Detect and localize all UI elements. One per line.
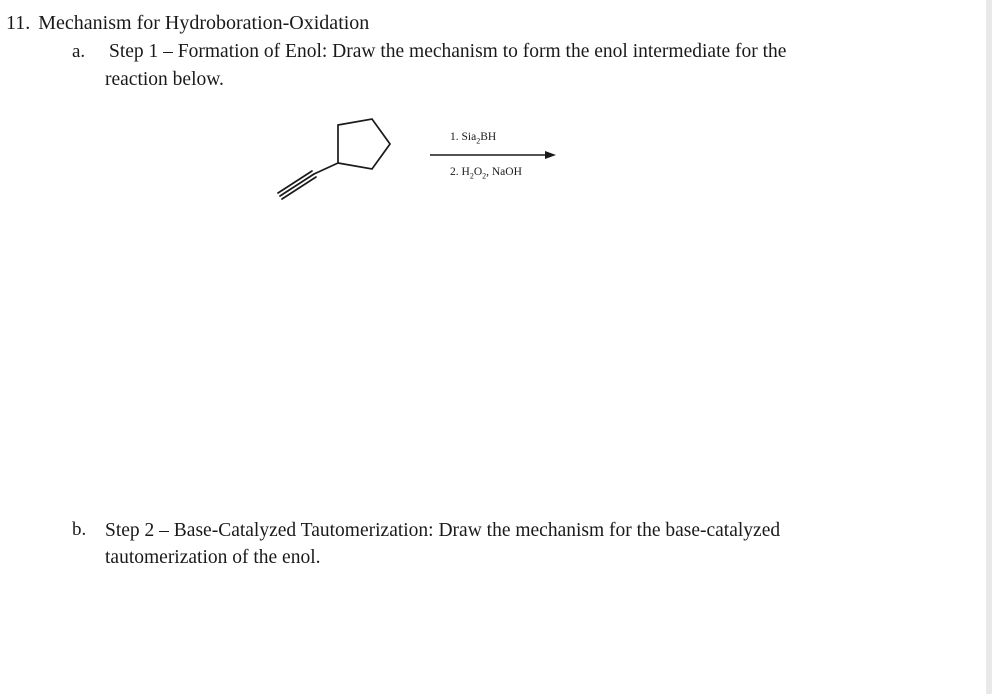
part-a-line-2: reaction below. (105, 69, 224, 90)
part-b-line-2: tautomerization of the enol. (105, 547, 321, 568)
reagent-step-2: 2. $H_2O_2$, NaOH (450, 166, 522, 181)
page-right-edge (986, 0, 992, 694)
part-b-line-1: Step 2 – Base-Catalyzed Tautomerization: Draw the mechanism for the base-catalyzed (105, 520, 781, 541)
part-a-label: a. (72, 41, 86, 62)
reaction-arrow-head (545, 151, 556, 159)
ethynylcyclopentane-structure (278, 119, 390, 199)
ring-to-alkyne-bond (314, 163, 338, 174)
cyclopentane-ring (338, 119, 390, 169)
part-a-line-1: Step 1 – Formation of Enol: Draw the mechanism to form the enol intermediate for the (109, 41, 787, 62)
part-b-label: b. (72, 519, 87, 540)
reagent-step-1: 1. Sia$_2$BH (450, 131, 497, 146)
question-heading (6, 12, 369, 35)
question-number: 11. (6, 12, 31, 34)
alkyne-bond-1 (280, 174, 314, 196)
question-title: Mechanism for Hydroboration-Oxidation (38, 12, 370, 34)
reaction-arrow (430, 151, 556, 159)
reaction-scheme (270, 110, 570, 210)
